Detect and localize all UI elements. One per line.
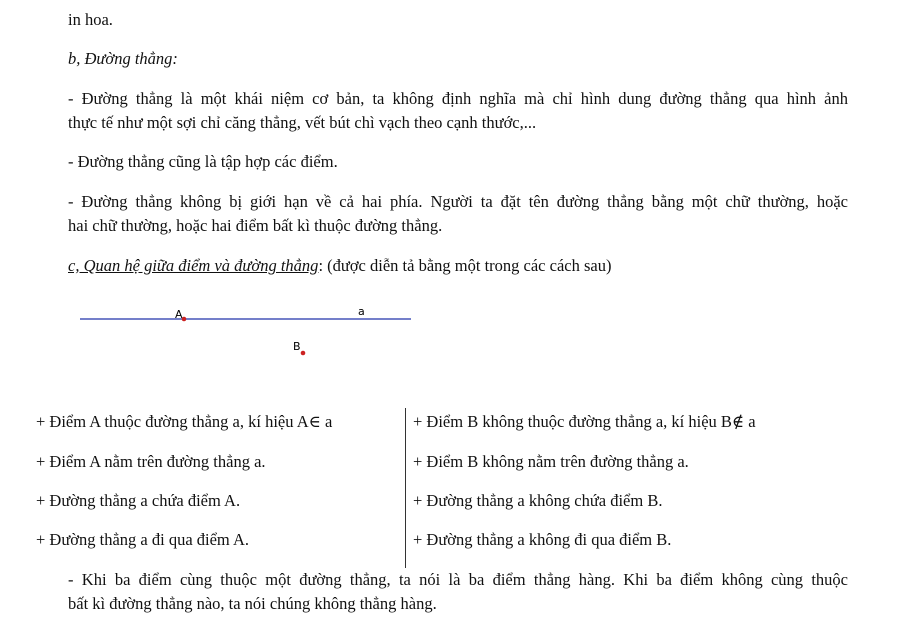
section-c-subtitle: : (được diễn tả bằng một trong các cách sau) <box>318 256 612 275</box>
paragraph-line-naming-2: hai chữ thường, hoặc hai điểm bất kì thuộc đường thẳng. <box>68 216 443 235</box>
label-line-a: a <box>358 305 365 318</box>
relation-right-4: + Đường thẳng a không đi qua điểm B. <box>413 530 672 549</box>
relation-left-3: + Đường thẳng a chứa điểm A. <box>36 491 241 510</box>
paragraph-points-set: - Đường thẳng cũng là tập hợp các điểm. <box>68 152 338 171</box>
section-b-heading: b, Đường thẳng: <box>68 49 178 68</box>
section-c-heading <box>68 256 611 276</box>
paragraph-line-definition-2: thực tế như một sợi chỉ căng thẳng, vết bút chì vạch theo cạnh thước,... <box>68 113 537 132</box>
relation-left-4: + Đường thẳng a đi qua điểm A. <box>36 530 250 549</box>
paragraph-line-collinear-1: - Khi ba điểm cùng thuộc một đường thẳng, ta nói là ba điểm thẳng hàng. Khi ba điểm không cùng thuộc <box>68 570 848 589</box>
relation-right-3: + Đường thẳng a không chứa điểm B. <box>413 491 663 510</box>
paragraph-line-definition-1: - Đường thẳng là một khái niệm cơ bản, ta không định nghĩa mà chỉ hình dung đường thẳng qua hình ảnh <box>68 89 848 108</box>
label-point-b: B <box>293 340 301 353</box>
column-divider <box>405 408 406 568</box>
paragraph-line-naming-1: - Đường thẳng không bị giới hạn về cả hai phía. Người ta đặt tên đường thẳng bằng một chữ thường, hoặc <box>68 192 848 211</box>
relation-right-1: + Điểm B không thuộc đường thẳng a, kí hiệu B∉ a <box>413 412 756 431</box>
relation-left-1: + Điểm A thuộc đường thẳng a, kí hiệu A∈ a <box>36 412 333 431</box>
relation-left-2: + Điểm A nằm trên đường thẳng a. <box>36 452 266 471</box>
relation-right-2: + Điểm B không nằm trên đường thẳng a. <box>413 452 689 471</box>
point-b <box>301 351 306 356</box>
text-line-continued: in hoa. <box>68 10 113 29</box>
paragraph-line-collinear-2: bất kì đường thẳng nào, ta nói chúng không thẳng hàng. <box>68 594 437 613</box>
point-line-figure <box>0 295 440 365</box>
section-c-title: c, Quan hệ giữa điểm và đường thẳng <box>68 256 319 275</box>
label-point-a: A <box>175 308 183 321</box>
